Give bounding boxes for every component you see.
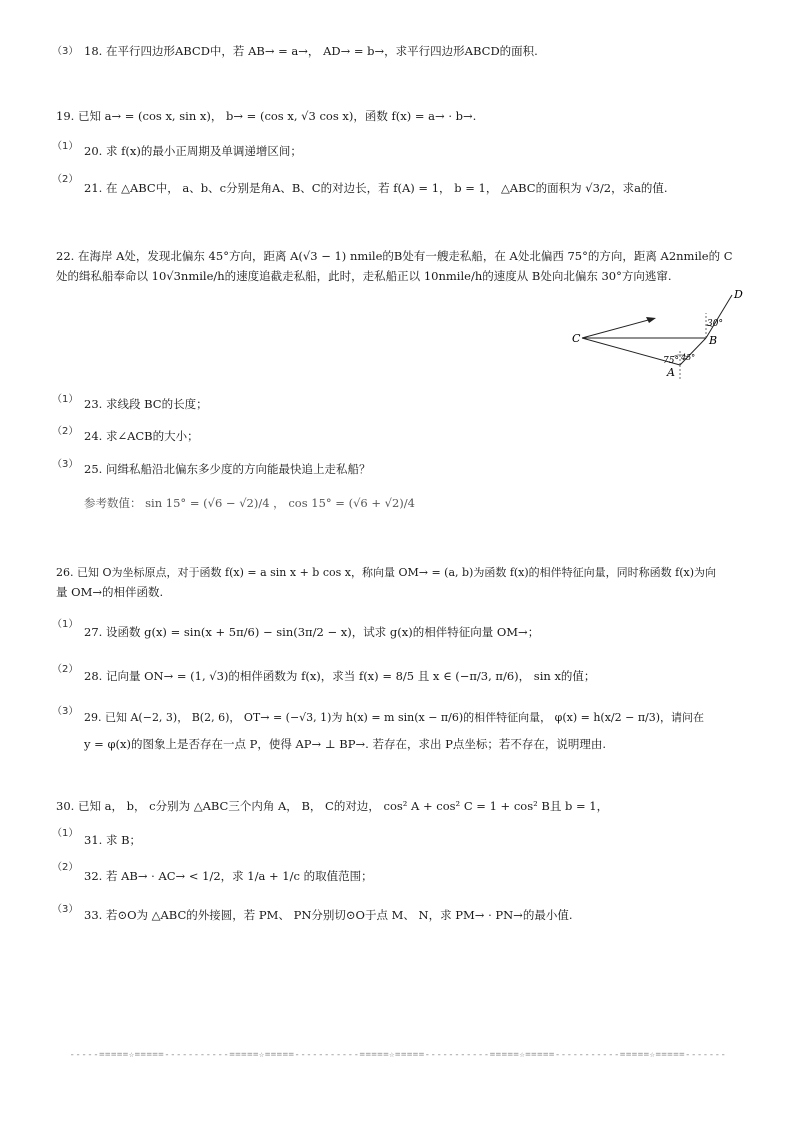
q22-part2-tag: （2） <box>52 426 79 437</box>
q26-part2-tag: （2） <box>52 664 79 675</box>
q30-part3: 33. 若⊙O为 △ABC的外接圆，若 PM、 PN分别切⊙O于点 M、 N，求 PM→ · PN→的最小值. <box>84 908 573 922</box>
q30-part2-tag: （2） <box>52 862 79 873</box>
q30-part1-tag: （1） <box>52 828 79 839</box>
q22-part1: 23. 求线段 BC的长度； <box>84 397 208 411</box>
q19-part1-tag: （1） <box>52 141 79 152</box>
q26-part3-tag: （3） <box>52 706 79 717</box>
q26-part1-tag: （1） <box>52 619 79 630</box>
q22-stem-line2: 处的缉私船奉命以 10√3nmile/h的速度追截走私船，此时，走私船正以 10nmile/h的速度从 B处向北偏东 30°方向逃窜. <box>56 269 672 283</box>
q30-part2: 32. 若 AB→ · AC→ < 1/2，求 1/a + 1/c 的取值范围； <box>84 869 373 883</box>
q22-stem-line1: 22. 在海岸 A处，发现北偏东 45°方向，距离 A(√3 − 1) nmile的B处有一艘走私船，在 A处北偏西 75°的方向，距离 A2nmile的 C <box>56 249 733 263</box>
fig-angle-30: 30° <box>707 319 723 329</box>
q18-text: 18. 在平行四边形ABCD中，若 AB→ = a→， AD→ = b→，求平行四边形ABCD的面积. <box>84 44 538 58</box>
q26-part3-line1: 29. 已知 A(−2, 3)， B(2, 6)， OT→ = (−√3, 1)为 h(x) = m sin(x − π/6)的相伴特征向量， φ(x) = h(x/2 − π/3)，请问在 <box>84 711 705 724</box>
q26-part3-line2: y = φ(x)的图象上是否存在一点 P，使得 AP→ ⊥ BP→. 若存在，求出 P点坐标；若不存在，说明理由. <box>84 737 606 751</box>
q26-stem-line2: 量 OM→的相伴函数. <box>56 585 164 599</box>
q19-part2-tag: （2） <box>52 174 79 185</box>
q22-reference-values: 参考数值： sin 15° = (√6 − √2)/4 ， cos 15° = (√6 + √2)/4 <box>84 496 415 510</box>
q19-part1: 20. 求 f(x)的最小正周期及单调递增区间； <box>84 144 302 158</box>
q22-figure <box>560 285 760 385</box>
fig-label-b: B <box>709 334 718 347</box>
fig-label-d: D <box>734 288 743 301</box>
q22-part3: 25. 问缉私船沿北偏东多少度的方向能最快追上走私船？ <box>84 462 371 476</box>
q19-stem: 19. 已知 a→ = (cos x, sin x)， b→ = (cos x, √3 cos x)，函数 f(x) = a→ · b→. <box>56 109 477 123</box>
fig-angle-75: 75° <box>663 356 679 366</box>
q30-part3-tag: （3） <box>52 904 79 915</box>
q26-part2: 28. 记向量 ON→ = (1, √3)的相伴函数为 f(x)，求当 f(x) = 8/5 且 x ∈ (−π/3, π/6)， sin x的值； <box>84 669 596 683</box>
q19-part2: 21. 在 △ABC中， a、b、c分别是角A、B、C的对边长，若 f(A) = 1， b = 1， △ABC的面积为 √3/2，求a的值. <box>84 181 668 195</box>
q22-part1-tag: （1） <box>52 394 79 405</box>
fig-label-a: A <box>667 366 675 379</box>
q26-stem-line1: 26. 已知 O为坐标原点，对于函数 f(x) = a sin x + b cos x，称向量 OM→ = (a, b)为函数 f(x)的相伴特征向量，同时称函数 f(x)为向 <box>56 566 717 579</box>
fig-angle-45: 45° <box>681 353 696 362</box>
footer-divider: -----=====☆=====-----------=====☆=====-----------=====☆=====-----------=====☆=====-----------=====☆=====------- <box>69 1050 727 1060</box>
q26-part1: 27. 设函数 g(x) = sin(x + 5π/6) − sin(3π/2 − x)，试求 g(x)的相伴特征向量 OM→； <box>84 625 540 639</box>
fig-label-c: C <box>572 332 581 345</box>
q30-part1: 31. 求 B； <box>84 833 142 847</box>
q22-part2: 24. 求∠ACB的大小； <box>84 429 199 443</box>
q30-stem: 30. 已知 a， b， c分别为 △ABC三个内角 A， B， C的对边， cos² A + cos² C = 1 + cos² B且 b = 1， <box>56 799 609 813</box>
q18-part-tag: （3） <box>52 46 79 57</box>
q22-part3-tag: （3） <box>52 459 79 470</box>
